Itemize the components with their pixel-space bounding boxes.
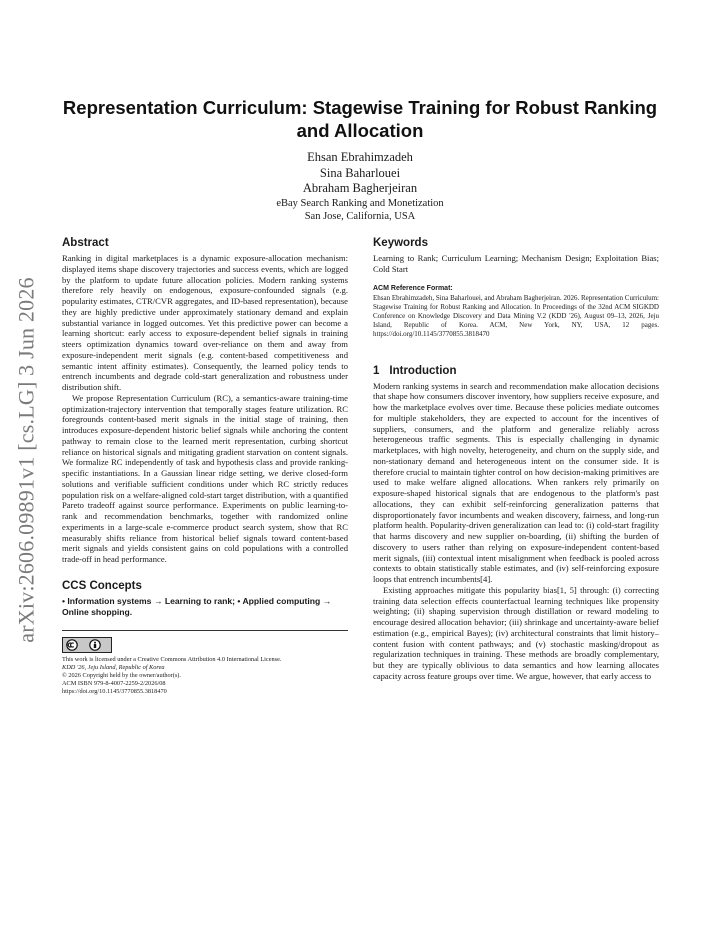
- right-column: [373, 236, 659, 682]
- author-3: Abraham Bagherjeiran: [302, 181, 418, 195]
- intro-title: Introduction: [389, 364, 457, 377]
- affiliation: eBay Search Ranking and Monetization: [276, 197, 444, 209]
- cc-by-badge: [62, 637, 348, 653]
- abstract-paragraph-1: Ranking in digital marketplaces is a dynamic exposure-allocation mechanism: displayed items shape discovery trajectories and success events, which are logged by the platform to update future allocation policies. Modern ranking systems therefore rely heavily on endogenous, exposure-confounded signals (e.g. popularity estimates, CTR/CVR aggregates, and ID-based representation), because they are highly predictive under approximately stationary demand and explain substantial variance in logged outcomes. Yet this predictive power can become a learning shortcut: early access to exposure-dependent belief signals in training steers optimization dynamics toward over-reliance on them and away from exposure-independent merit signals (e.g. content-based competitiveness and semantic intent affinity estimates). Consequently, the learned policy tends to entrench incumbents and degrade cold-start generalization and robustness under distribution shift.: [62, 253, 348, 392]
- location: San Jose, California, USA: [304, 210, 416, 222]
- author-2: Sina Baharlouei: [319, 165, 401, 180]
- intro-paragraph-2: Existing approaches mitigate this popularity bias[1, 5] through: (i) correcting training data selection effects counterfactual learning techniques like propensity weighting; (ii) shaping supervision through distillation or reward modeling to encourage desired allocation behavior; (iii) shrinkage and uncertainty-aware belief estimation (e.g., empirical Bayes); (iv) architectural constraints that limit history–content fusion with content pathways; and (v) stochastic masking/dropout as regularization techniques in training. These methods are broadly complementary, but they are typically oblivious to data semantics and how learning allocates capacity across feature groups over time. We argue, however, that early access to: [373, 584, 659, 681]
- paper-title: Representation Curriculum: Stagewise Training for Robust Ranking and Allocation: [62, 97, 658, 141]
- license-line-1: This work is licensed under a Creative Commons Attribution 4.0 International License.: [62, 655, 282, 663]
- ccs-concepts: • Information systems → Learning to rank; • Applied computing → Online shopping.: [62, 595, 332, 617]
- paper-header: [60, 96, 660, 223]
- license-venue: KDD '26, Jeju Island, Republic of Korea: [62, 663, 165, 671]
- intro-heading: [373, 364, 659, 378]
- arxiv-stamp-text: arXiv:2606.09891v1 [cs.LG] 3 Jun 2026: [14, 277, 40, 643]
- license-line-3: © 2026 Copyright held by the owner/author(s).: [62, 671, 181, 679]
- arxiv-stamp: [14, 250, 40, 670]
- ccs-heading: CCS Concepts: [62, 579, 142, 592]
- license-rule: [62, 630, 348, 631]
- keywords-text: Learning to Rank; Curriculum Learning; Mechanism Design; Exploitation Bias; Cold Start: [373, 253, 659, 274]
- acm-ref-text: Ehsan Ebrahimzadeh, Sina Baharlouei, and Abraham Bagherjeiran. 2026. Representation Curriculum: Stagewise Training for Robust Ranking and Allocation. In Proceedings of the 32nd ACM SIGKDD Conference on Knowledge Discovery and Data Mining V.2 (KDD '26), August 09–13, 2026, Jeju Island, Republic of Korea. ACM, New York, NY, USA, 12 pages. https://doi.org/10.1145/3770855.3818470: [373, 293, 659, 339]
- acm-ref-heading: ACM Reference Format:: [373, 284, 453, 292]
- license-line-4: ACM ISBN 979-8-4007-2259-2/2026/08: [62, 679, 166, 687]
- author-1: Ehsan Ebrahimzadeh: [307, 150, 413, 164]
- keywords-heading: Keywords: [373, 237, 428, 249]
- license-doi[interactable]: https://doi.org/10.1145/3770855.3818470: [62, 687, 167, 695]
- intro-paragraph-1: Modern ranking systems in search and recommendation make allocation decisions that shape how consumers discover inventory, how suppliers receive exposure, and how the marketplace evolves over time. Because these policies mediate outcomes for multiple stakeholders, they are expected to account for the incentives of suppliers, consumers, and the platform and generalize reliably across heterogeneous traffic segments. This is especially challenging in dynamic marketplaces, with high novelty, heterogeneity, and churn on the supply side, and non-stationary demand and heterogeneous intent on the consumer side. It is therefore crucial to maintain tighter control on how decision-making primitives are used to make welfare aligned allocations. When rankers rely primarily on exposure-shaped historical signals that are endogenous to the platform's past allocations, they can exhibit self-reinforcing generalization patterns that disproportionately favor incumbents and weaken discovery, fairness, and long-run platform health. Popularity-driven generalization can lead to: (i) cold-start fragility that harms discovery and new supplier on-boarding, (ii) shifting the burden of discovery to users rather than relying on exposure-independent content-based merit signals, (iii) contextual intent misalignment when feedback is pooled across contexts to obtain statistically stable estimates, and (iv) self-reinforcing exposure loops that entrench incumbents[4].: [373, 380, 659, 585]
- cc-logo-icon: [62, 637, 112, 653]
- license-line-2: [62, 664, 348, 672]
- left-column: [62, 236, 348, 696]
- abstract-heading: Abstract: [62, 237, 109, 249]
- intro-number: 1: [373, 364, 380, 377]
- abstract-paragraph-2: We propose Representation Curriculum (RC), a semantics-aware training-time optimization-trajectory intervention that temporally stages feature utilization. RC foregrounds content-based merit signals in the initial stage of training, then introduces exposure-dependent historic belief signals while anchoring the content pathway to remain close to the learned merit representation, curbing shortcut reliance on historical signals and mitigating gradient starvation on content signals. We formalize RC independently of task and hypothesis class and provide ranking-specific instantiations. In a Gaussian linear ridge setting, we derive closed-form solutions and verifiable sufficient conditions under which RC strictly reduces population risk on a welfare-aligned cold-start target distribution, with a quantified Pareto tradeoff against source performance. Experiments on public learning-to-rank and recommendation benchmarks, together with randomized online experiments in a large-scale e-commerce product search system, show that RC measurably shifts reliance from historical belief signals toward content-based merit signals and yields consistent gains on cold populations with a controlled trade-off in head performance.: [62, 392, 348, 564]
